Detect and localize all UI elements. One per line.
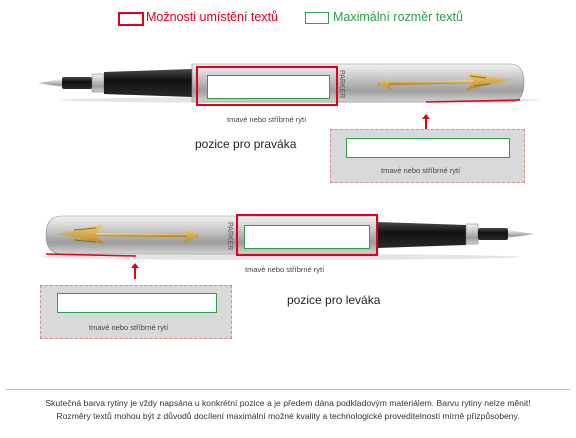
left-max-text-field	[244, 225, 370, 249]
left-position-label: pozice pro leváka	[287, 293, 381, 307]
arrow-up-icon	[130, 263, 140, 279]
brand-text-left: PARKER	[226, 222, 233, 251]
left-sample-panel	[40, 285, 232, 339]
right-position-label: pozice pro praváka	[195, 137, 297, 151]
legend-placement-swatch	[118, 12, 144, 26]
left-pen-caption: tmavé nebo stříbrné rytí	[245, 265, 325, 274]
left-sample-field	[57, 293, 217, 313]
footer-divider	[6, 389, 570, 390]
right-max-text-field	[207, 75, 330, 99]
right-sample-field	[346, 138, 510, 158]
right-panel-caption: tmavé nebo stříbrné rytí	[381, 166, 461, 175]
right-pen-caption: tmavé nebo stříbrné rytí	[227, 115, 307, 124]
right-sample-panel	[330, 129, 525, 183]
left-panel-caption: tmavé nebo stříbrné rytí	[89, 323, 169, 332]
arrow-up-icon	[421, 114, 431, 130]
brand-text-right: PARKER	[338, 70, 345, 99]
legend-placement-label: Možnosti umístění textů	[146, 10, 279, 24]
disclaimer-line-2: Rozměry textů mohou být z důvodů docílení maximální možné kvality a technologické proveditelnosti mírně přizpůsobeny.	[56, 411, 520, 421]
disclaimer-line-1: Skutečná barva rytiny je vždy napsána u konkrétní pozice a je předem dána podkladovým materiálem. Barvu rytiny nelze měnit!	[45, 398, 531, 408]
legend-max-size-label: Maximální rozměr textů	[333, 10, 463, 24]
legend-max-size-swatch	[305, 12, 329, 24]
